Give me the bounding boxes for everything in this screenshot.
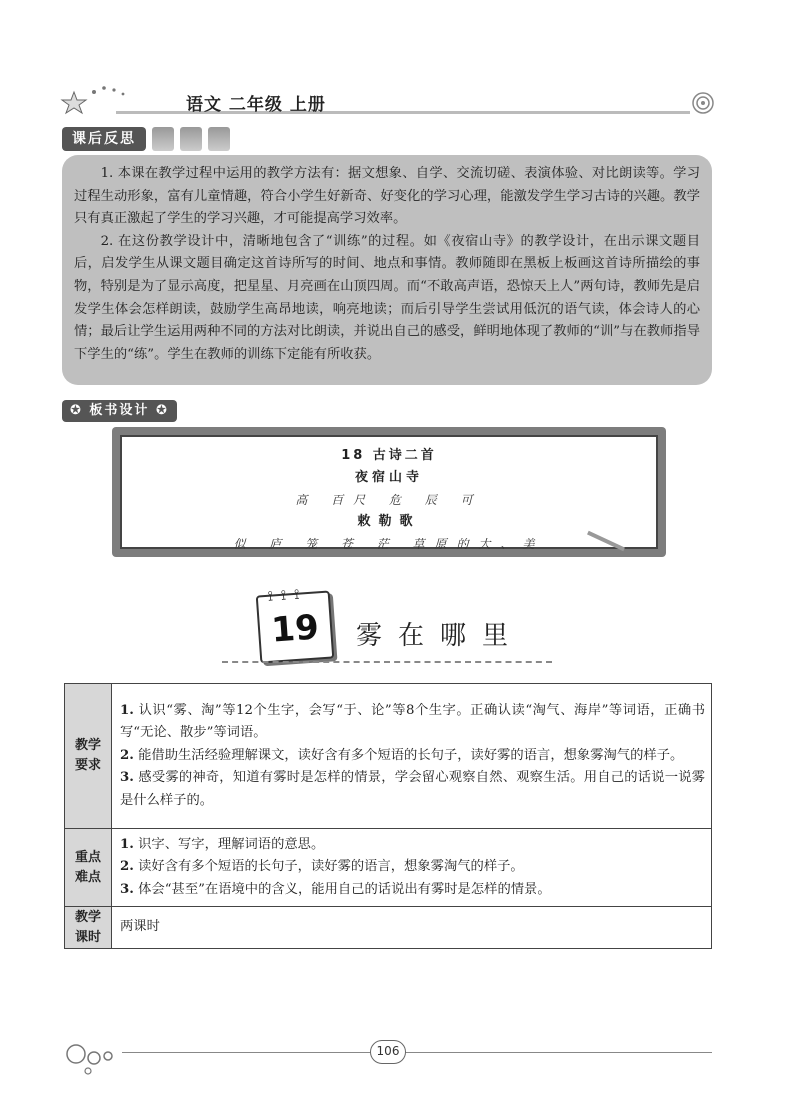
item-text: 能借助生活经验理解课文，读好含有多个短语的长句子，读好雾的语言，想象雾淘气的样子。 <box>138 747 684 763</box>
item-number: 1. <box>120 702 134 718</box>
star-icon: ✪ <box>149 403 169 418</box>
page-header <box>60 82 720 118</box>
tab-block <box>152 127 174 151</box>
list-item <box>120 767 705 812</box>
board-line-3: 高 百尺 危 辰 可 <box>295 493 483 507</box>
board-line-4: 敕勒歌 <box>357 514 421 529</box>
item-number: 1. <box>120 836 134 852</box>
tab-block <box>180 127 202 151</box>
blackboard-surface <box>120 435 658 549</box>
calendar-rings-icon: ⟟⟟⟟ <box>267 586 308 605</box>
list-item <box>120 916 705 938</box>
list-item <box>120 834 705 856</box>
star-icon: ✪ <box>70 403 90 418</box>
item-text: 感受雾的神奇，知道有雾时是怎样的情景，学会留心观察自然、观察生活。用自己的话说一说雾是什么样子的。 <box>120 770 706 808</box>
reflection-tab-label: 课后反思 <box>62 127 146 151</box>
reflection-paragraph-1: 1. 本课在教学过程中运用的教学方法有：据文想象、自学、交流切磋、表演体验、对比朗读等。学习过程生动形象，富有儿童情趣，符合小学生好新奇、好变化的学习心理，能激发学生学习古诗的兴趣。教学只有真正激起了学生的学习兴趣，才可能提高学习效率。 <box>74 166 700 227</box>
lesson-title: 雾在哪里 <box>356 621 525 651</box>
table-row <box>65 684 712 829</box>
row-label: 教学 要求 <box>65 684 112 829</box>
teaching-plan-table <box>64 683 712 949</box>
page-footer <box>62 1038 712 1078</box>
row-label: 教学 课时 <box>65 907 112 949</box>
reflection-tab <box>62 126 230 152</box>
row-label: 重点 难点 <box>65 829 112 907</box>
board-line-1: 18 古诗二首 <box>341 448 437 463</box>
title-divider <box>222 661 552 663</box>
book-title: 语文 二年级 上册 <box>186 95 326 115</box>
lesson-number: 19 <box>270 607 321 651</box>
table-row <box>65 907 712 949</box>
row-content <box>112 907 712 949</box>
table-row <box>65 829 712 907</box>
board-tab <box>62 400 177 422</box>
row-content <box>112 684 712 829</box>
tab-block <box>208 127 230 151</box>
item-text: 体会“甚至”在语境中的含义，能用自己的话说出有雾时是怎样的情景。 <box>138 881 551 897</box>
board-tab-text: 板书设计 <box>89 403 150 418</box>
item-number: 2. <box>120 859 134 875</box>
footer-rule <box>122 1052 712 1053</box>
list-item <box>120 745 705 767</box>
item-text: 认识“雾、淘”等12个生字，会写“于、论”等8个生字。正确认读“淘气、海岸”等词语，正确书写“无论、散步”等词语。 <box>120 702 705 741</box>
lesson-heading <box>222 585 552 665</box>
item-number: 3. <box>120 881 134 897</box>
item-text: 读好含有多个短语的长句子，读好雾的语言，想象雾淘气的样子。 <box>138 859 524 875</box>
row-content <box>112 829 712 907</box>
item-number: 3. <box>120 770 134 786</box>
blackboard <box>112 427 666 557</box>
item-text: 两课时 <box>120 919 160 935</box>
list-item <box>120 879 705 901</box>
reflection-box <box>62 155 712 385</box>
board-line-5: 似 庐 笼 苍 茫 草原的大、美 <box>233 537 545 551</box>
board-tab-label <box>62 400 177 422</box>
item-text: 识字、写字，理解词语的意思。 <box>138 836 325 852</box>
calendar-icon <box>256 586 335 664</box>
reflection-paragraph-2: 2. 在这份教学设计中，清晰地包含了“训练”的过程。如《夜宿山寺》的教学设计，在出示课文题目后，启发学生从课文题目确定这首诗所写的时间、地点和事情。教师随即在黑板上板画这首诗所描绘的事物，特别是为了显示高度，把星星、月亮画在山顶四周。而“不敢高声语，恐惊天上人”两句诗，教师先是启发学生体会怎样朗读，鼓励学生高昂地读，响亮地读；而后引导学生尝试用低沉的语气读，体会诗人的心情；最后让学生运用两种不同的方法对比朗读，并说出自己的感受，鲜明地体现了教师的“训”与在教师指导下学生的“练”。学生在教师的训练下定能有所收获。 <box>74 233 700 362</box>
item-number: 2. <box>120 747 134 763</box>
list-item <box>120 700 705 745</box>
circles-decoration-icon <box>62 1038 122 1078</box>
list-item <box>120 856 705 878</box>
swirl-icon <box>690 90 716 116</box>
board-line-2: 夜宿山寺 <box>354 470 423 485</box>
page-number: 106 <box>370 1040 406 1064</box>
